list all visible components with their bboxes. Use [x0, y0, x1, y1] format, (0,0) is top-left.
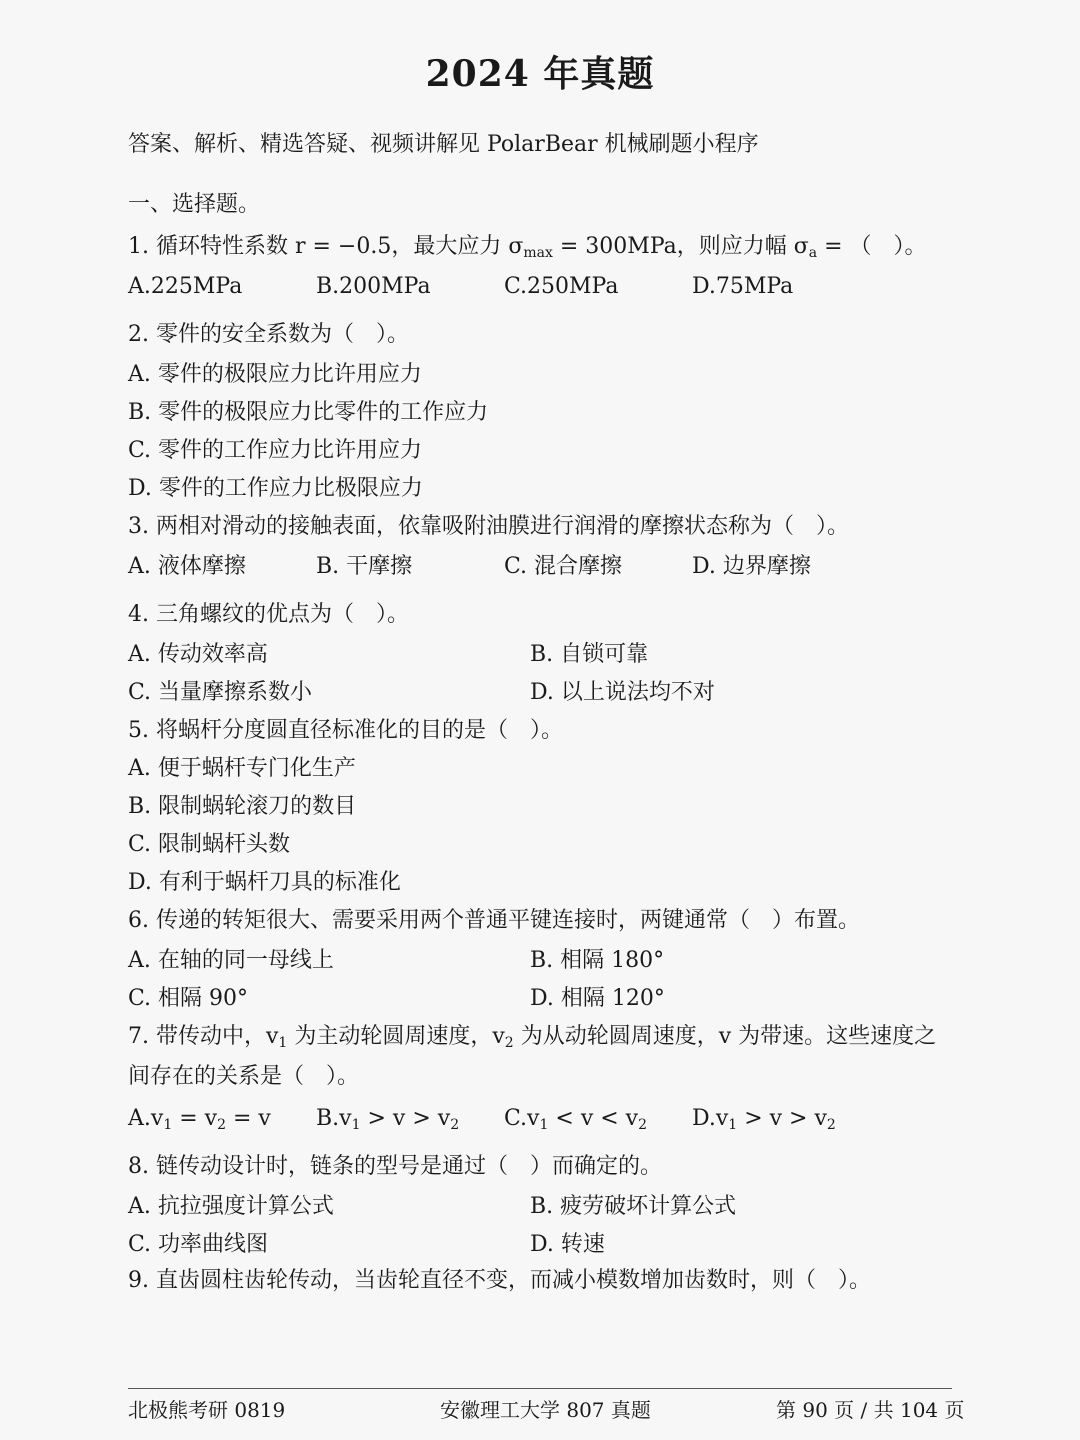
- subtitle: 答案、解析、精选答疑、视频讲解见 PolarBear 机械刷题小程序: [128, 132, 759, 157]
- question-3-option-a: A. 液体摩擦: [128, 554, 246, 579]
- question-5-option-b: B. 限制蜗轮滚刀的数目: [128, 794, 357, 819]
- page-title: 2024 年真题: [425, 53, 655, 95]
- question-2-option-d: D. 零件的工作应力比极限应力: [128, 476, 423, 501]
- question-8-option-c: C. 功率曲线图: [128, 1232, 269, 1257]
- question-8-option-a: A. 抗拉强度计算公式: [128, 1194, 334, 1219]
- question-4-option-b: B. 自锁可靠: [530, 642, 649, 667]
- question-3-stem: 3. 两相对滑动的接触表面，依靠吸附油膜进行润滑的摩擦状态称为（ ）。: [128, 514, 849, 539]
- question-7-option-d: $D.v_1 > v > v_2$: [692, 1106, 836, 1133]
- question-4-option-d: D. 以上说法均不对: [530, 680, 715, 705]
- question-2-stem: 2. 零件的安全系数为（ ）。: [128, 322, 409, 347]
- question-8-option-d: D. 转速: [530, 1232, 605, 1257]
- question-2-option-a: A. 零件的极限应力比许用应力: [128, 362, 422, 387]
- question-6-option-b: B. 相隔 180°: [530, 948, 665, 973]
- question-4-stem: 4. 三角螺纹的优点为（ ）。: [128, 602, 409, 627]
- question-3-option-d: D. 边界摩擦: [692, 554, 811, 579]
- section-heading: 一、选择题。: [128, 192, 261, 217]
- question-5-stem: 5. 将蜗杆分度圆直径标准化的目的是（ ）。: [128, 718, 563, 743]
- question-2-option-c: C. 零件的工作应力比许用应力: [128, 438, 423, 463]
- question-4-option-c: C. 当量摩擦系数小: [128, 680, 313, 705]
- question-8-stem: 8. 链传动设计时，链条的型号是通过（ ）而确定的。: [128, 1154, 662, 1179]
- question-1-option-c: C.250MPa: [504, 274, 619, 299]
- question-3-option-b: B. 干摩擦: [316, 554, 413, 579]
- question-2-option-b: B. 零件的极限应力比零件的工作应力: [128, 400, 489, 425]
- question-1-stem: 1. 循环特性系数 r = −0.5，最大应力 $\sigma_{max} = 300MPa$，则应力幅 $\sigma_a$ = （ ）。: [128, 234, 927, 261]
- question-5-option-c: C. 限制蜗杆头数: [128, 832, 291, 857]
- footer-page-number: 第 90 页 / 共 104 页: [776, 1398, 965, 1422]
- question-4-option-a: A. 传动效率高: [128, 642, 268, 667]
- question-6-stem: 6. 传递的转矩很大、需要采用两个普通平键连接时，两键通常（ ）布置。: [128, 908, 860, 933]
- question-8-option-b: B. 疲劳破坏计算公式: [530, 1194, 737, 1219]
- footer-center: 安徽理工大学 807 真题: [440, 1398, 651, 1422]
- question-7-stem-line-2: 间存在的关系是（ ）。: [128, 1064, 360, 1089]
- question-6-option-d: D. 相隔 120°: [530, 986, 665, 1011]
- question-9-stem: 9. 直齿圆柱齿轮传动，当齿轮直径不变，而减小模数增加齿数时，则（ ）。: [128, 1268, 871, 1293]
- question-7-option-a: $A.v_1 = v_2 = v$: [128, 1106, 271, 1133]
- question-1-option-a: A.225MPa: [128, 274, 243, 299]
- footer-divider: [128, 1388, 952, 1389]
- question-1-option-b: B.200MPa: [316, 274, 431, 299]
- question-7-option-c: $C.v_1 < v < v_2$: [504, 1106, 648, 1133]
- footer-left: 北极熊考研 0819: [128, 1398, 286, 1422]
- question-5-option-a: A. 便于蜗杆专门化生产: [128, 756, 356, 781]
- question-7-option-b: $B.v_1 > v > v_2$: [316, 1106, 460, 1133]
- question-3-option-c: C. 混合摩擦: [504, 554, 623, 579]
- question-6-option-a: A. 在轴的同一母线上: [128, 948, 334, 973]
- question-7-stem-line-1: 7. 带传动中，$v_1$ 为主动轮圆周速度，$v_2$ 为从动轮圆周速度，v 为带速。这些速度之: [128, 1024, 937, 1051]
- question-5-option-d: D. 有利于蜗杆刀具的标准化: [128, 870, 401, 895]
- question-6-option-c: C. 相隔 90°: [128, 986, 249, 1011]
- question-1-option-d: D.75MPa: [692, 274, 794, 299]
